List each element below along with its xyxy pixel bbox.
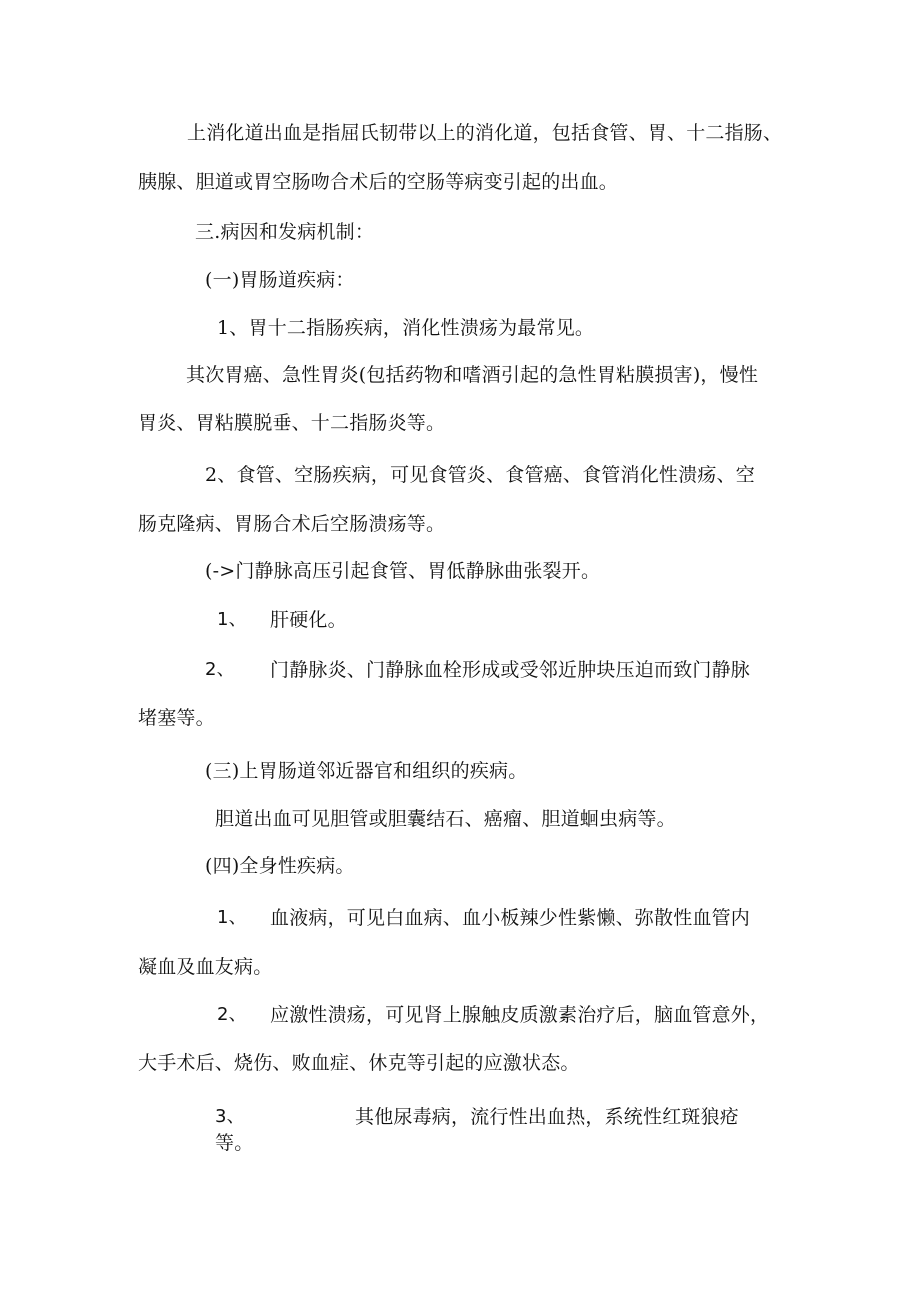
paragraph-line: 堵塞等。 (138, 707, 215, 729)
list-number: 2、 (205, 659, 235, 680)
paragraph-line: 胃炎、胃粘膜脱垂、十二指肠炎等。 (138, 412, 446, 434)
subsection-heading: (三)上胃肠道邻近器官和组织的疾病。 (205, 760, 528, 782)
list-item: 应激性溃疡，可见肾上腺触皮质激素治疗后，脑血管意外， (270, 1004, 770, 1026)
paragraph-line: 上消化道出血是指屈氏韧带以上的消化道，包括食管、胃、十二指肠、 (187, 122, 783, 144)
subsection-heading: (四)全身性疾病。 (205, 855, 355, 877)
section-heading: 三.病因和发病机制： (195, 221, 375, 243)
list-item: 其他尿毒病，流行性出血热，系统性红斑狼疮 (355, 1106, 740, 1128)
list-item: 血液病，可见白血病、血小板辣少性紫懒、弥散性血管内 (270, 907, 751, 929)
subsection-heading: (->门静脉高压引起食管、胃低静脉曲张裂开。 (205, 560, 601, 582)
list-number: 3、 (215, 1106, 245, 1127)
paragraph-line: 胆道出血可见胆管或胆囊结石、癌瘤、胆道蛔虫病等。 (215, 808, 676, 830)
subsection-heading: (一)胃肠道疾病： (205, 269, 355, 291)
list-item: 门静脉炎、门静脉血栓形成或受邻近肿块压迫而致门静脉 (270, 659, 751, 681)
list-number: 1、 (217, 907, 247, 928)
list-item: 1、胃十二指肠疾病，消化性溃疡为最常见。 (217, 317, 595, 339)
paragraph-line: 大手术后、烧伤、败血症、休克等引起的应激状态。 (138, 1052, 580, 1074)
list-item: 2、食管、空肠疾病，可见食管炎、食管癌、食管消化性溃疡、空 (205, 464, 755, 486)
paragraph-line: 胰腺、胆道或胃空肠吻合术后的空肠等病变引起的出血。 (138, 171, 619, 193)
paragraph-line: 等。 (215, 1132, 254, 1154)
list-number: 2、 (217, 1004, 247, 1025)
paragraph-line: 肠克隆病、胃肠合术后空肠溃疡等。 (138, 513, 446, 535)
paragraph-line: 其次胃癌、急性胃炎(包括药物和嗜酒引起的急性胃粘膜损害)，慢性 (186, 364, 759, 386)
list-item: 肝硬化。 (270, 609, 347, 631)
paragraph-line: 凝血及血友病。 (138, 956, 273, 978)
list-number: 1、 (217, 609, 247, 630)
